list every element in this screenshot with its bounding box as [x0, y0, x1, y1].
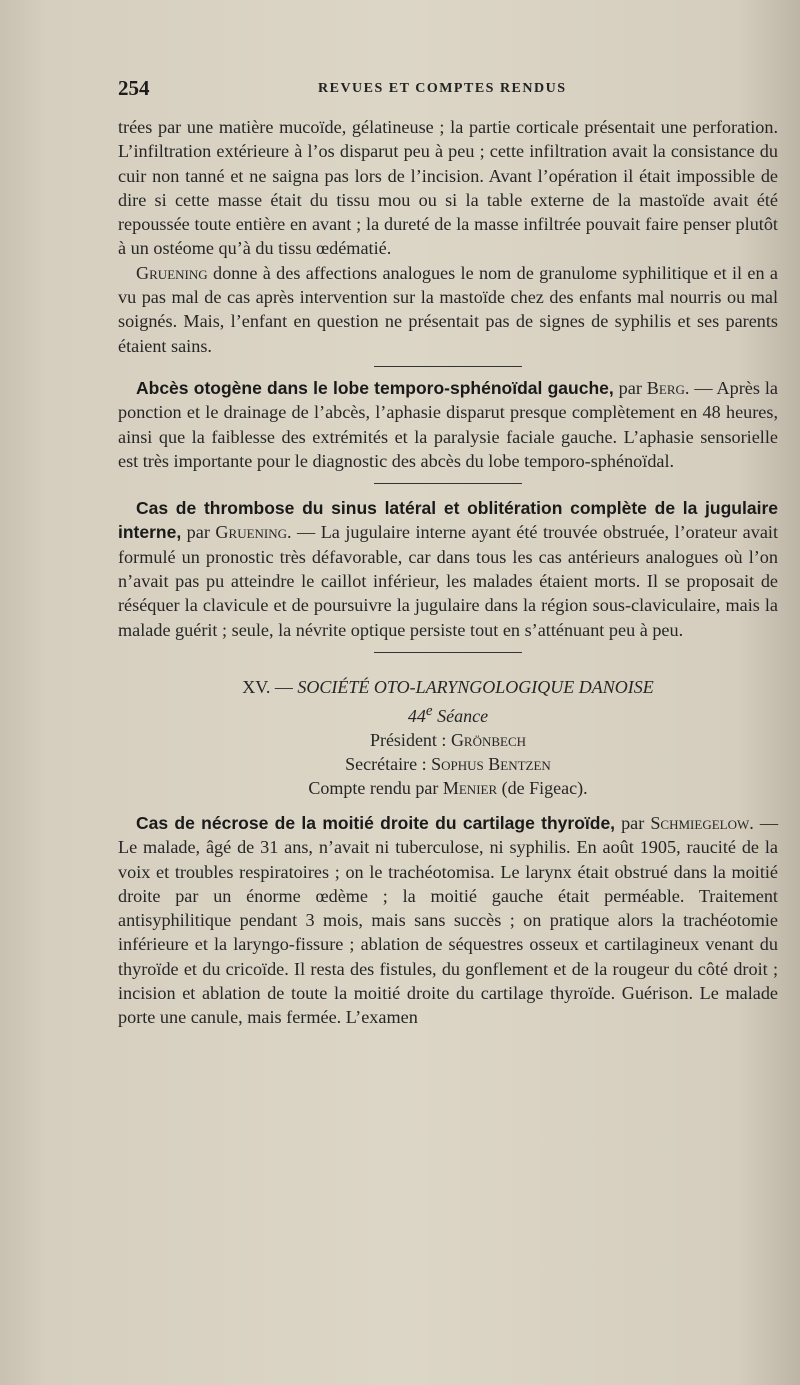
article-title: Cas de nécrose de la moitié droite du cartilage thyroïde, — [136, 812, 616, 833]
section-divider — [374, 483, 522, 484]
secretary-line — [118, 752, 778, 776]
article-title: Cas de thrombose du sinus latéral et oblitération complète de la jugulaire interne, — [118, 498, 778, 543]
society-title — [118, 675, 778, 699]
president-name: Grönbech — [450, 729, 527, 750]
page-number: 254 — [118, 76, 150, 100]
gruening-paragraph — [118, 261, 778, 358]
seance-number: 44 — [407, 705, 426, 726]
page-header — [118, 76, 778, 100]
article-text: — La jugulaire interne ayant été trouvée obstruée, l’orateur avait formulé un pronostic très défavorable, car dans tous les cas antérieurs analogues où l’on n’avait pas pu atteindre le caillot inférieur, les malades étaient morts. Il se proposait de réséquer la clavicule et de poursuivre la jugulaire dans la région sous-claviculaire, mais la malade guérit ; seule, la névrite optique persiste tout en s’atténuant peu à peu. — [118, 522, 778, 640]
society-heading — [118, 675, 778, 800]
report-place: (de Figeac). — [497, 777, 588, 798]
seance-line — [118, 699, 778, 728]
seance-label: Séance — [432, 705, 489, 726]
article-title: Abcès otogène dans le lobe temporo-sphénoïdal gauche, — [136, 377, 614, 398]
paragraph-text: donne à des affections analogues le nom de granulome syphilitique et il en a vu pas mal de cas après intervention sur la mastoïde chez des enfants mal nourris ou mal soignés. Mais, l’enfant en question ne présentait pas de signes de syphilis et ses parents étaient sains. — [118, 262, 778, 356]
continuation-paragraph: trées par une matière mucoïde, gélatineuse ; la partie corticale présentait une perforation. L’infiltration extérieure à l’os disparut peu à peu ; cette infiltration avait la consistance du cuir non tanné et ne saigna pas lors de l’incision. Avant l’opération il était impossible de dire si cette masse était du tissu mou ou si la table externe de la mastoïde avait été repoussée toute entière en avant ; la dureté de la masse infiltrée pouvait faire penser plutôt à un ostéome qu’à du tissu œdématié. — [118, 117, 778, 259]
president-label: Président : — [369, 729, 451, 750]
par-word: par — [181, 522, 216, 543]
article-text: — Le malade, âgé de 31 ans, n’avait ni tuberculose, ni syphilis. En août 1905, raucité de la voix et troubles respiratoires ; on le trachéotomisa. Le larynx était obstrué dans la moitié droite par un énorme œdème ; la moitié gauche était perméable. Traitement antisyphilitique pendant 3 mois, mais sans succès ; on pratique alors la trachéotomie inférieure et la laryngo-fissure ; ablation de séquestres osseux et cartilagineux venant du thyroïde et du cricoïde. Il resta des fistules, du gonflement et de la rougeur du côté droit ; incision et ablation de toute la moitié droite du cartilage thyroïde. Guérison. Le malade porte une canule, mais fermée. L’examen — [118, 812, 778, 1028]
secretary-label: Secrétaire : — [345, 753, 432, 774]
author-name: Gruening — [136, 262, 208, 283]
section-divider — [374, 366, 522, 367]
author-name: Gruening. — [215, 522, 292, 543]
article-necrose — [118, 811, 778, 1030]
report-label: Compte rendu par — [308, 777, 443, 798]
section-number: XV. — — [242, 676, 298, 697]
section-divider — [374, 652, 522, 653]
report-author: Menier — [442, 777, 498, 798]
author-name: Schmiegelow. — [650, 812, 754, 833]
running-title: REVUES ET COMPTES RENDUS — [318, 81, 567, 96]
report-line — [118, 776, 778, 800]
article-abces — [118, 376, 778, 473]
seance-superscript: e — [425, 702, 433, 719]
society-name: SOCIÉTÉ OTO-LARYNGOLOGIQUE DANOISE — [297, 676, 654, 697]
page-body — [118, 115, 778, 1030]
article-thrombose — [118, 496, 778, 642]
president-line — [118, 728, 778, 752]
par-word: par — [613, 377, 647, 398]
author-name: Berg. — [646, 377, 690, 398]
article-text: — Après la ponction et le drainage de l’abcès, l’aphasie disparut presque complètement en 48 heures, ainsi que la faiblesse des extrémités et la paralysie faciale gauche. L’aphasie sensorielle est très importante pour le diagnostic des abcès du lobe temporo-sphénoïdal. — [118, 377, 778, 471]
par-word: par — [615, 812, 651, 833]
secretary-name: Sophus Bentzen — [431, 753, 551, 774]
